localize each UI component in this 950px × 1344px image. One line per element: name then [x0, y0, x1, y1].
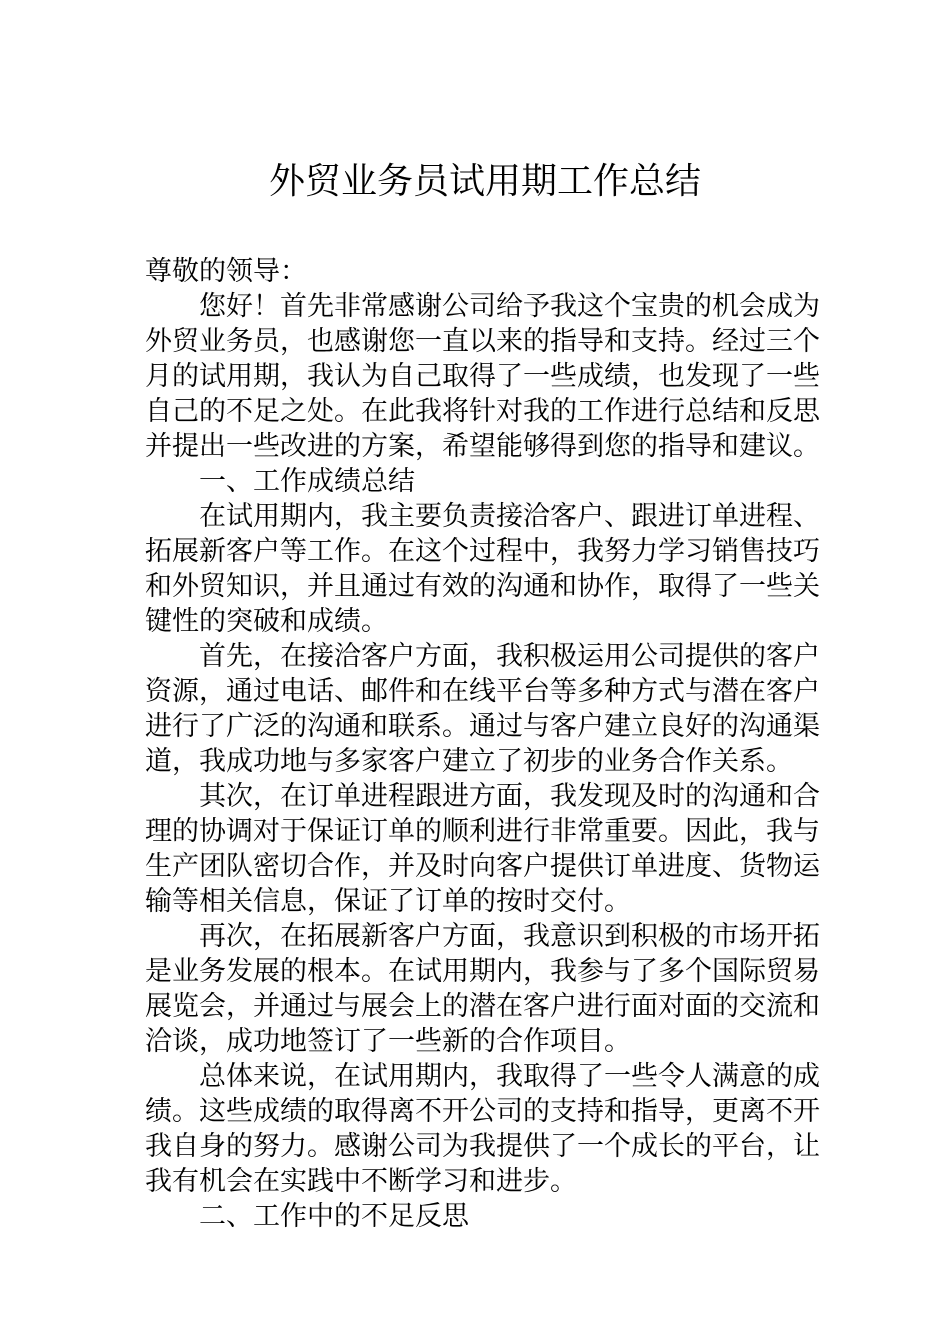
heading-section-1: 一、工作成绩总结 — [199, 466, 415, 496]
paragraph-overall-summary: 总体来说，在试用期内，我取得了一些令人满意的成绩。这些成绩的取得离不开公司的支持和指导，更离不开我自身的努力。感谢公司为我提供了一个成长的平台，让我有机会在实践中不断学习和进步。 — [145, 1061, 820, 1196]
salutation: 尊敬的领导： — [145, 256, 307, 286]
paragraph-third-market-expansion: 再次，在拓展新客户方面，我意识到积极的市场开拓是业务发展的根本。在试用期内，我参与了多个国际贸易展览会，并通过与展会上的潜在客户进行面对面的交流和洽谈，成功地签订了一些新的合作项目。 — [145, 921, 820, 1056]
heading-section-2: 二、工作中的不足反思 — [199, 1201, 469, 1231]
document-title-text: 外贸业务员试用期工作总结 — [268, 160, 701, 201]
document-title — [145, 159, 825, 202]
paragraph-first-client-contact: 首先，在接洽客户方面，我积极运用公司提供的客户资源，通过电话、邮件和在线平台等多种方式与潜在客户进行了广泛的沟通和联系。通过与客户建立良好的沟通渠道，我成功地与多家客户建立了初步的业务合作关系。 — [145, 641, 820, 776]
paragraph-duties-overview: 在试用期内，我主要负责接洽客户、跟进订单进程、拓展新客户等工作。在这个过程中，我努力学习销售技巧和外贸知识，并且通过有效的沟通和协作，取得了一些关键性的突破和成绩。 — [145, 501, 820, 636]
document-body — [145, 254, 825, 1234]
paragraph-second-order-tracking: 其次，在订单进程跟进方面，我发现及时的沟通和合理的协调对于保证订单的顺利进行非常重要。因此，我与生产团队密切合作，并及时向客户提供订单进度、货物运输等相关信息，保证了订单的按时交付。 — [145, 781, 820, 916]
paragraph-intro: 您好！首先非常感谢公司给予我这个宝贵的机会成为外贸业务员，也感谢您一直以来的指导和支持。经过三个月的试用期，我认为自己取得了一些成绩，也发现了一些自己的不足之处。在此我将针对我的工作进行总结和反思并提出一些改进的方案，希望能够得到您的指导和建议。 — [145, 291, 820, 461]
